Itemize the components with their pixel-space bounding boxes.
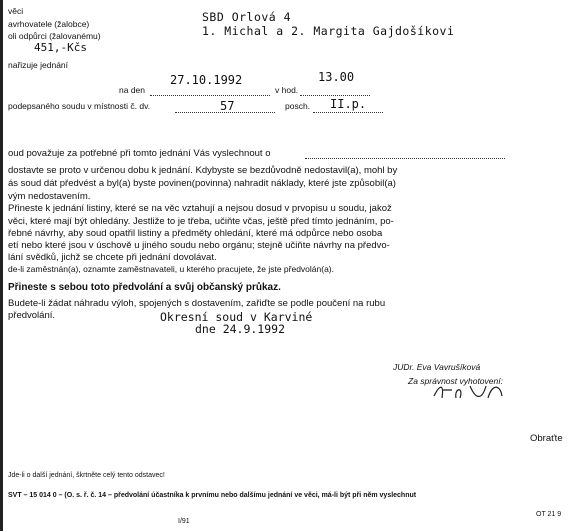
date-label: na den	[119, 85, 145, 95]
signature-label: Za správnost vyhotovení:	[408, 376, 503, 386]
reimburse-line-2: předvolání.	[8, 310, 56, 321]
body-line-5: Přineste k jednání listiny, které se na věc vztahují a nejsou dosud v prvopisu u soudu, jakož	[8, 203, 392, 214]
form-code-bottom: I/91	[178, 518, 190, 525]
footnote: Jde-li o další jednání, škrtněte celý tento odstavec!	[8, 472, 165, 479]
body-line-9: lání svědků, jichž se chcete při jednání dovolávat.	[8, 252, 217, 263]
body-line-8: etí nebo které jsou v úschově u jiného soudu nebo orgánu; stejně učiňte návrhy na předvo-	[8, 240, 390, 251]
signature-name: JUDr. Eva Vavrušíková	[393, 362, 481, 372]
handwritten-signature	[430, 380, 510, 404]
form-code-right: OT 21 9	[536, 511, 562, 518]
floor-value: II.p.	[330, 97, 367, 111]
court-room-text: podepsaného soudu v místnosti č. dv.	[8, 101, 151, 111]
court-stamp-line-2: dne 24.9.1992	[195, 322, 286, 336]
time-value: 13.00	[318, 70, 355, 84]
header-line-3: oli odpůrci (žalovanému)	[8, 31, 101, 41]
fee-amount: 451,-Kčs	[34, 41, 87, 54]
header-line-1: věci	[8, 6, 24, 16]
body-line-1: oud považuje za potřebné při tomto jednání Vás vyslechnout o	[8, 148, 271, 159]
form-text: SVT – 15 014 0 – (O. s. ř. č. 14 – předvolání účastníka k prvnímu nebo dalšímu jednání ve věci, má-li být při něm vyslechnut	[8, 492, 417, 499]
court-stamp-line-1: Okresní soud v Karviné	[160, 310, 313, 324]
body-line-7: řebné návrhy, aby soud opatřil listiny a předměty ohledání, které má odpůrce nebo osoba	[8, 228, 383, 239]
header-line-5: nařizuje jednání	[8, 60, 69, 70]
party-line-1: SBD Orlová 4	[202, 10, 292, 24]
room-value: 57	[220, 99, 235, 113]
bring-notice: Přineste s sebou toto předvolání a svůj občanský průkaz.	[8, 282, 281, 293]
body-line-3: ás soud dát předvést a byl(a) byste povinen(povinna) nahradit náklady, které jste způsobil(a)	[8, 178, 396, 189]
body-line-6: věci, které mají být ohledány. Jestliže to je třeba, učiňte včas, ještě před tímto jednáním, po-	[8, 216, 394, 227]
turn-over-label: Obraťte	[530, 433, 563, 444]
left-edge-shadow	[0, 0, 3, 531]
reimburse-line-1: Budete-li žádat náhradu výloh, spojených s dostavením, zařiďte se podle poučení na rubu	[8, 298, 386, 309]
body-line-10: de-li zaměstnán(a), oznamte zaměstnavateli, u kterého pracujete, že jste předvolán(a).	[8, 264, 334, 274]
floor-label: posch.	[285, 101, 311, 111]
body-line-4: vým nedostavením.	[8, 191, 91, 202]
header-line-2: avrhovatele (žalobce)	[8, 19, 90, 29]
party-line-2: 1. Michal a 2. Margita Gajdošíkovi	[202, 24, 455, 38]
time-label: v hod.	[275, 85, 299, 95]
body-line-2: dostavte se proto v určenou dobu k jednání. Kdybyste se bezdůvodně nedostavil(a), mohl by	[8, 165, 398, 176]
date-value: 27.10.1992	[170, 73, 243, 87]
